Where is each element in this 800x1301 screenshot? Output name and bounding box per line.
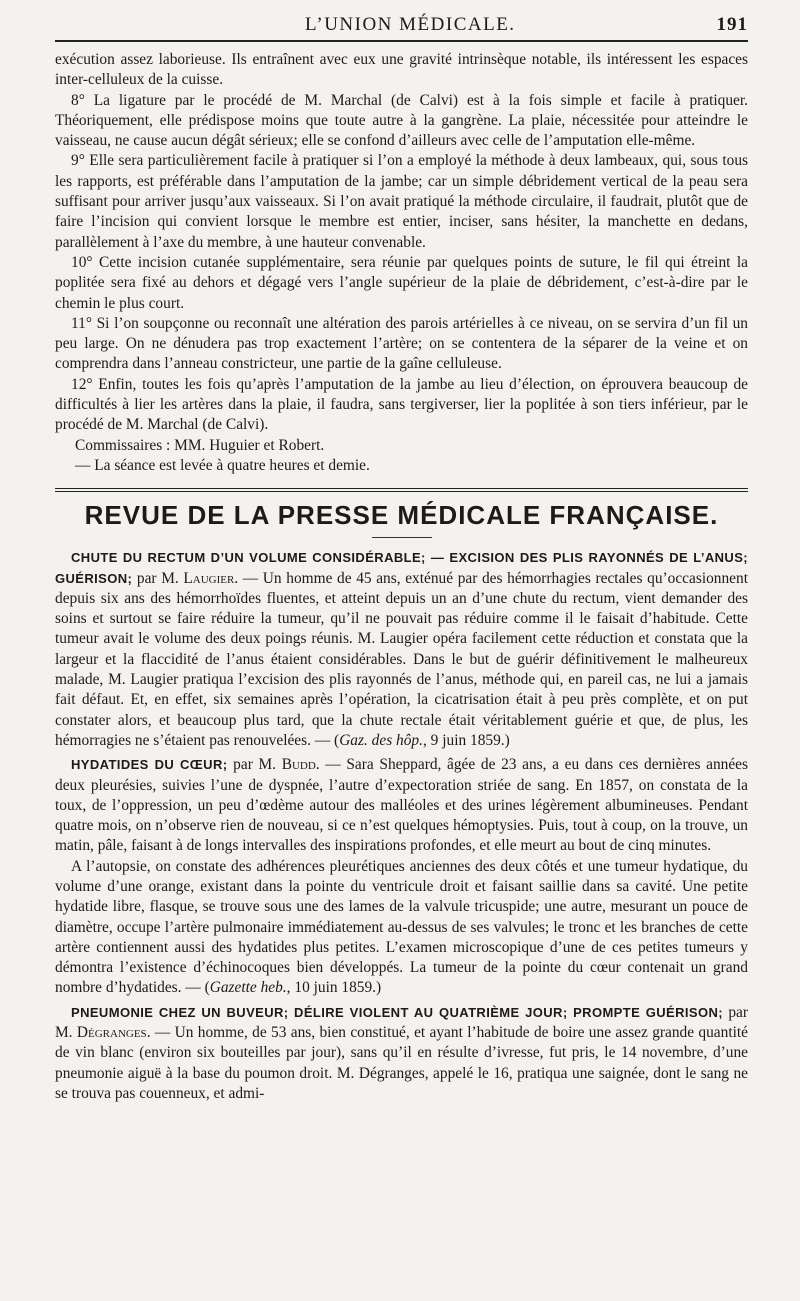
page-number: 191 [716,14,748,35]
author-prefix: par M. [227,756,282,774]
article-body: . — Sara Sheppard, âgée de 23 ans, a eu dans ces dernières années deux pleurésies, suivies l’une de dyspnée, l’autre d’expectoration striée de sang. En 1857, on constata de la toux, de l’oppression, un peu d’œdème autour des malléoles et des urines légèrement albumineuses. Pendant quatre mois, on n’observe rien de nouveau, si ce n’est quelques hémoptysies. Puis, tout à coup, on la trouve, un matin, pâle, faisant à de longs intervalles des inspirations profondes, et elle meurt au bout de cinq minutes. [55,756,748,855]
article-body: . — Un homme de 45 ans, exténué par des hémorrhagies rectales qu’occasionnent depuis six ans des hémorrhoïdes fluentes, et atteint depuis un an d’une chute du rectum, vient demander des soins et surtout se faire réduire la tumeur, qu’il ne pouvait pas réduire comme il le faisait d’habitude. Cette tumeur avait le volume des deux poings réunis. M. Laugier opéra facilement cette réduction et constata que la largeur et la flaccidité de l’anus étaient considérables. Dans le but de guérir définitivement le malheureux malade, M. Laugier pratiqua l’excision des plis rayonnés de l’anus, méthode qui, en pareil cas, ne lui a jamais fait défaut. Et, en effet, six semaines après l’opération, la cicatrisation était à peu près complète, et on put constater alors, et beaucoup plus tard, que la chute rectale était véritablement guérie et que, de plus, les hémorragies ne s’étaient pas renouvelées. — ( [55,569,748,749]
source-date: , 9 juin 1859.) [422,731,510,749]
source-name: Gaz. des hôp. [339,731,423,749]
author-prefix: par M. [55,1003,749,1042]
running-head [55,14,748,36]
author-prefix: par M. [132,569,184,587]
section-divider [55,488,748,492]
source-date: , 10 juin 1859.) [286,979,382,997]
paragraph: 12° Enfin, toutes les fois qu’après l’amputation de la jambe au lieu d’élection, on éprouvera beaucoup de difficultés à lier les artères dans la plaie, il faudra, sans tergiverser, lier la poplitée à son tiers inférieur, par le procédé de M. Marchal (de Calvi). [55,375,748,434]
header-rule [55,40,748,42]
paragraph: exécution assez laborieuse. Ils entraînent avec eux une gravité intrinsèque notable, ils intéressent les espaces inter-celluleux de la cuisse. [55,51,748,89]
article-rubric: CHUTE DU RECTUM D’UN VOLUME CONSIDÉRABLE; — EXCISION DES PLIS RAYONNÉS DE L’ANUS; GUÉRISON; [55,550,748,586]
article-hydatides-continued [55,857,748,999]
article-body: A l’autopsie, on constate des adhérences pleurétiques anciennes des deux côtés et une tumeur hydatique, du volume d’une orange, existant dans la pointe du ventricule droit et faisant saillie dans sa cavité. Une petite hydatide libre, flasque, se trouve sous une des lames de la valvule tricuspide; une autre, mesurant un pouce de diamètre, occupe l’artère pulmonaire immédiatement au-dessus de ses valvules; le tronc et les branches de cette artère contiennent aussi des hydatides plus petites. L’examen microscopique d’une de ces petites tumeurs y démontra l’existence d’échinocoques bien développés. La tumeur de la pointe du cœur contenait un grand nombre d’hydatides. — ( [55,857,748,997]
paragraph: 10° Cette incision cutanée supplémentaire, sera réunie par quelques points de suture, le fil qui étreint la poplitée sera fixé au dehors et dégagé vers l’angle supérieur de la plaie de débridement, c’est-à-dire par le chemin le plus court. [55,253,748,312]
author-name: Budd [281,756,316,774]
title-underline [372,537,432,538]
article-hydatides [55,755,748,856]
author-name: Laugier [183,569,235,587]
section-title: REVUE DE LA PRESSE MÉDICALE FRANÇAISE. [84,500,719,531]
article-pneumonie [55,1003,748,1104]
paragraph: 9° Elle sera particulièrement facile à pratiquer si l’on a employé la méthode à deux lambeaux, qui, sous tous les rapports, est préférable dans l’amputation de la jambe; car un simple débridement vertical de la peau sera suffisant pour arriver jusqu’aux vaisseaux. Si l’on avait pratiqué la méthode circulaire, il faudrait, plutôt que de faire l’incision qui convient lorsque le membre est entier, inciser, sans hésiter, la manchette en dedans, parallèlement à l’axe du membre, à une hauteur convenable. [55,152,748,251]
source-name: Gazette heb. [209,979,287,997]
article-rectum [55,548,748,751]
article-rubric: HYDATIDES DU CŒUR; [71,757,228,773]
article-body: . — Un homme, de 53 ans, bien constitué, et ayant l’habitude de boire une assez grande quantité de vin blanc (environ six bouteilles par jour), sans qu’il en résulte d’ivresse, fut pris, le 14 novembre, d’une pneumonie aiguë à la base du poumon droit. M. Dégranges, appelé le 16, pratiqua une saignée, dont le sang ne se trouva pas couenneux, et admi- [55,1024,748,1102]
author-name: Dégranges [76,1024,147,1042]
journal-title: L’UNION MÉDICALE. [305,14,516,35]
article-rubric: PNEUMONIE CHEZ UN BUVEUR; DÉLIRE VIOLENT AU QUATRIÈME JOUR; PROMPTE GUÉRISON; [71,1004,723,1020]
commission-line: Commissaires : MM. Huguier et Robert. [75,436,325,454]
paragraph: 8° La ligature par le procédé de M. Marchal (de Calvi) est à la fois simple et facile à pratiquer. Théoriquement, elle prédispose moins que toute autre à la gangrène. La plaie, nécessitée pour atteindre le vaisseau, ne cause aucun dégât sérieux; elle se confond d’ailleurs avec celle de l’amputation elle-même. [55,91,748,150]
paragraph: 11° Si l’on soupçonne ou reconnaît une altération des parois artérielles à ce niveau, on se servira d’un fil un peu large. On ne dénudera pas trop exactement l’artère; on se contentera de la séparer de la veine et on comprendra dans l’anneau constricteur, une partie de la gaîne celluleuse. [55,314,748,373]
closing-line: — La séance est levée à quatre heures et demie. [75,456,370,474]
